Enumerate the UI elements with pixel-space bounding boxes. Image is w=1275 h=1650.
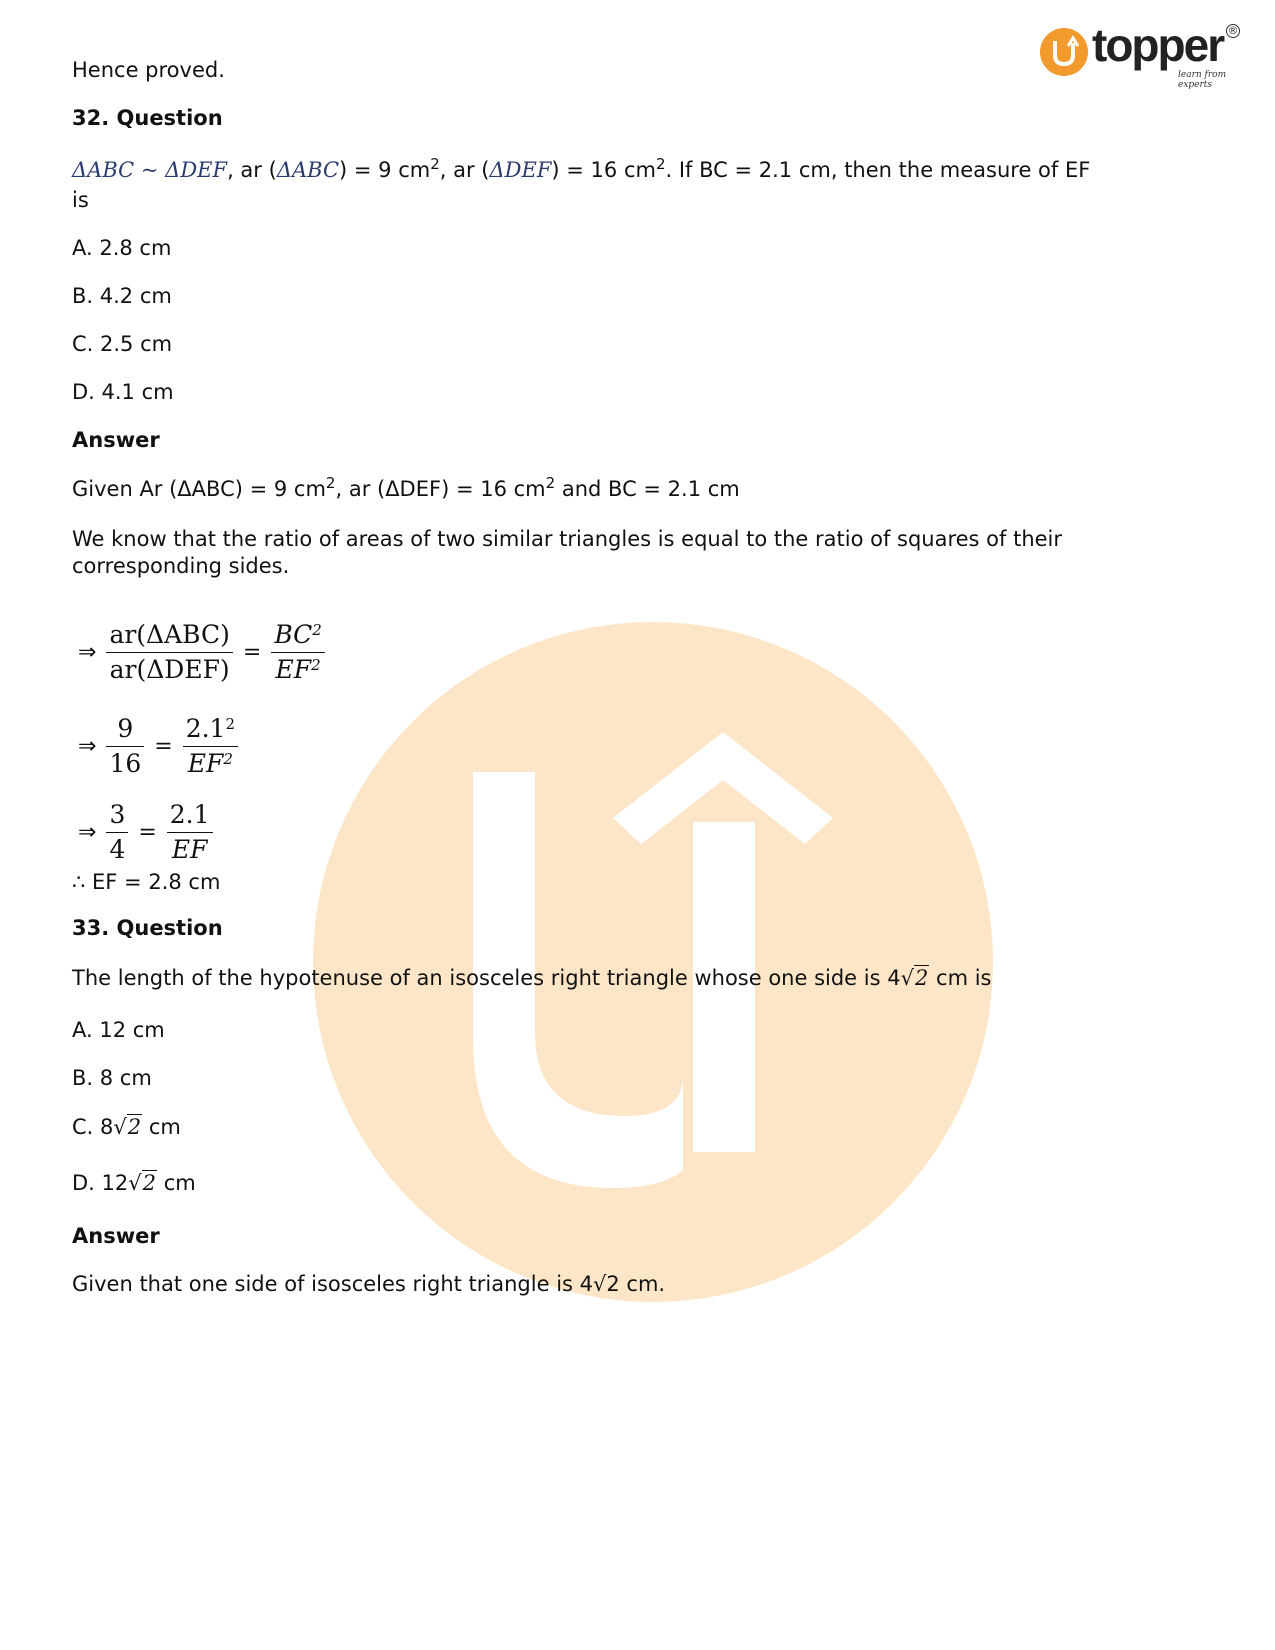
radicand: 2: [914, 966, 929, 990]
sup-2: 2: [545, 474, 556, 492]
q32-option-c: C. 2.5 cm: [72, 332, 173, 356]
equals-symbol: =: [138, 820, 157, 845]
eq3-right-fraction: [167, 798, 213, 867]
q32-similarity: ΔABC ~ ΔDEF: [72, 158, 228, 182]
equals-symbol: =: [154, 734, 173, 759]
registered-mark: ®: [1227, 24, 1239, 37]
given-1: [72, 474, 740, 501]
know-line-1: We know that the ratio of areas of two similar triangles is equal to the ratio of squares of their: [72, 527, 1063, 551]
q33-option-c: [72, 1115, 181, 1139]
q33-text-main: The length of the hypotenuse of an isosceles right triangle whose one side is 4: [72, 966, 901, 990]
given1-c: and BC = 2.1 cm: [555, 477, 740, 501]
q32-ar1-tri: ΔABC: [276, 158, 340, 182]
implies-symbol: ⇒: [78, 734, 97, 759]
brand-logo-icon: [1040, 28, 1088, 76]
answer-heading-1: Answer: [72, 428, 160, 452]
eq3-left-fraction: [106, 798, 128, 867]
q32-option-d: D. 4.1 cm: [72, 380, 174, 404]
q32-text: [72, 155, 1091, 182]
eq3-num-left: 3: [106, 798, 128, 833]
given-2: Given that one side of isosceles right triangle is 4√2 cm.: [72, 1272, 666, 1296]
equation-1: [72, 618, 329, 687]
eq2-num-left: 9: [106, 712, 144, 747]
eq3-num-right: 2.1: [167, 798, 213, 833]
q32-ar1-post: ) = 9 cm: [339, 158, 431, 182]
radicand: 2: [127, 1115, 142, 1139]
q33-option-a: A. 12 cm: [72, 1018, 165, 1042]
sup-2: 2: [225, 715, 235, 733]
sqrt-symbol: √2: [128, 1171, 157, 1195]
brand-tagline: learn from experts: [1178, 70, 1227, 90]
eq2-num-right-text: 2.1: [185, 714, 226, 743]
eq1-num-right: [271, 618, 325, 653]
sqrt-symbol: √2: [113, 1115, 142, 1139]
eq1-num-right-text: BC: [274, 620, 313, 649]
equals-symbol: =: [242, 640, 262, 665]
equation-2: [72, 712, 242, 781]
brand-logo: [1040, 19, 1240, 90]
sup-2: 2: [325, 474, 336, 492]
q33-opt-d-pre: D. 12: [72, 1171, 129, 1195]
eq1-den-right-text: EF: [275, 655, 312, 684]
eq1-right-fraction: [271, 618, 325, 687]
therefore-result: ∴ EF = 2.8 cm: [72, 870, 221, 894]
q32-ar2-pre: , ar (: [439, 158, 490, 182]
given1-a: Given Ar (ΔABC) = 9 cm: [72, 477, 326, 501]
q32-ar1-pre: , ar (: [227, 158, 277, 182]
sup-2: 2: [430, 155, 440, 173]
sup-2: 2: [223, 750, 233, 768]
hence-proved: Hence proved.: [72, 58, 225, 82]
eq1-den-right: [271, 653, 325, 687]
sup-2: 2: [655, 155, 666, 173]
eq2-den-right-text: EF: [187, 749, 224, 778]
implies-symbol: ⇒: [78, 820, 97, 845]
q33-heading: 33. Question: [72, 916, 223, 940]
eq1-left-fraction: [106, 618, 232, 687]
eq2-num-right: [183, 712, 238, 747]
unit-cm: cm: [163, 1171, 196, 1195]
sqrt-symbol: √2: [900, 966, 929, 990]
q32-heading: 32. Question: [72, 106, 223, 130]
q32-ar2-tri: ΔDEF: [489, 158, 552, 182]
q33-opt-c-pre: C. 8: [72, 1115, 114, 1139]
eq2-left-fraction: [106, 712, 144, 781]
implies-symbol: ⇒: [78, 640, 97, 665]
q32-option-b: B. 4.2 cm: [72, 284, 172, 308]
given1-b: , ar (ΔDEF) = 16 cm: [335, 477, 546, 501]
q33-option-d: [72, 1171, 196, 1195]
watermark-logo: [313, 622, 993, 1302]
eq3-den-right: EF: [171, 835, 208, 864]
know-line-2: corresponding sides.: [72, 554, 290, 578]
unit-cm: cm: [148, 1115, 181, 1139]
eq1-den-left: ar(ΔDEF): [109, 655, 230, 684]
q32-is: is: [72, 188, 89, 212]
q33-text-end: cm is: [936, 966, 992, 990]
q32-option-a: A. 2.8 cm: [72, 236, 172, 260]
eq2-den-right: [183, 747, 238, 781]
q32-rest: . If BC = 2.1 cm, then the measure of EF: [665, 158, 1091, 182]
answer-heading-2: Answer: [72, 1224, 160, 1248]
q32-ar2-post: ) = 16 cm: [551, 158, 656, 182]
q33-text: [72, 966, 992, 990]
brand-name: topper: [1092, 19, 1224, 71]
eq1-num-left: ar(ΔABC): [106, 618, 232, 653]
q33-option-b: B. 8 cm: [72, 1066, 152, 1090]
equation-3: [72, 798, 217, 867]
eq3-den-left: 4: [109, 835, 126, 864]
radicand: 2: [142, 1171, 157, 1195]
sup-2: 2: [311, 656, 321, 674]
sup-2: 2: [312, 621, 322, 639]
eq2-right-fraction: [183, 712, 238, 781]
eq2-den-left: 16: [109, 749, 142, 778]
